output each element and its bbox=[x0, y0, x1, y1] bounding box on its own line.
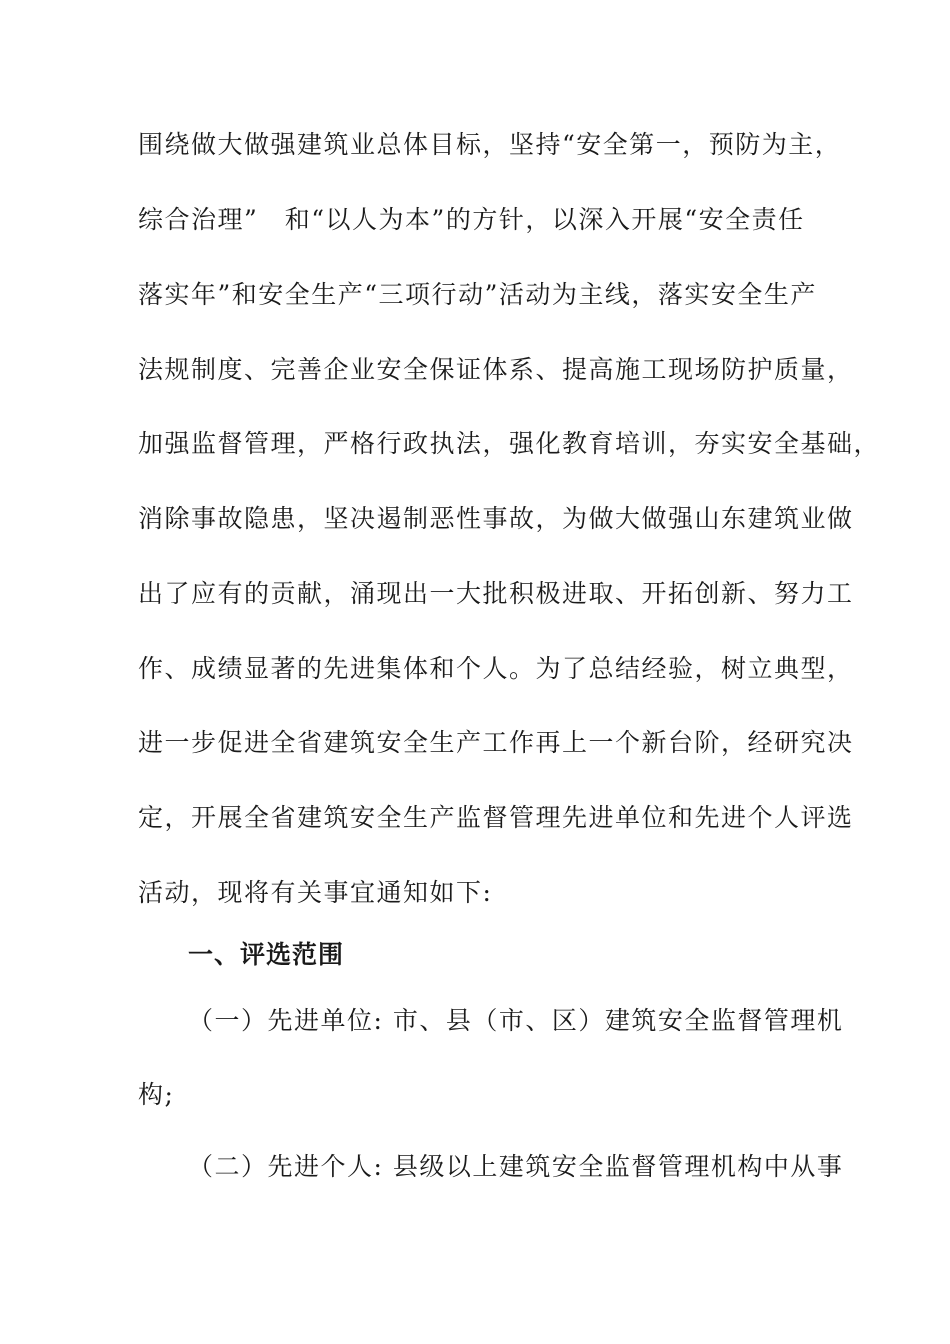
body-text-line: 进一步促进全省建筑安全生产工作再上一个新台阶，经研究决 bbox=[138, 728, 854, 757]
body-text-line: 落实年”和安全生产“三项行动”活动为主线，落实安全生产 bbox=[138, 280, 817, 309]
list-item-text: （一）先进单位: 市、县（市、区）建筑安全监督管理机 bbox=[188, 1006, 844, 1035]
body-text-line: 法规制度、完善企业安全保证体系、提高施工现场防护质量， bbox=[138, 355, 854, 384]
body-text-line: 定，开展全省建筑安全生产监督管理先进单位和先进个人评选 bbox=[138, 803, 854, 832]
list-item-text: （二）先进个人: 县级以上建筑安全监督管理机构中从事 bbox=[188, 1152, 844, 1181]
body-text-line: 加强监督管理，严格行政执法，强化教育培训，夯实安全基础， bbox=[138, 429, 881, 458]
body-text-line: 活动，现将有关事宜通知如下: bbox=[138, 878, 493, 907]
body-text-line: 围绕做大做强建筑业总体目标，坚持“安全第一，预防为主， bbox=[138, 130, 842, 159]
body-text-line: 作、成绩显著的先进集体和个人。为了总结经验，树立典型， bbox=[138, 654, 854, 683]
body-text-line: 消除事故隐患，坚决遏制恶性事故，为做大做强山东建筑业做 bbox=[138, 504, 854, 533]
list-item-text: 构; bbox=[138, 1080, 175, 1109]
body-text-line: 出了应有的贡献，涌现出一大批积极进取、开拓创新、努力工 bbox=[138, 579, 854, 608]
section-heading: 一、评选范围 bbox=[188, 940, 345, 969]
body-text-line: 综合治理” 和“以人为本”的方针，以深入开展“安全责任 bbox=[138, 205, 805, 234]
